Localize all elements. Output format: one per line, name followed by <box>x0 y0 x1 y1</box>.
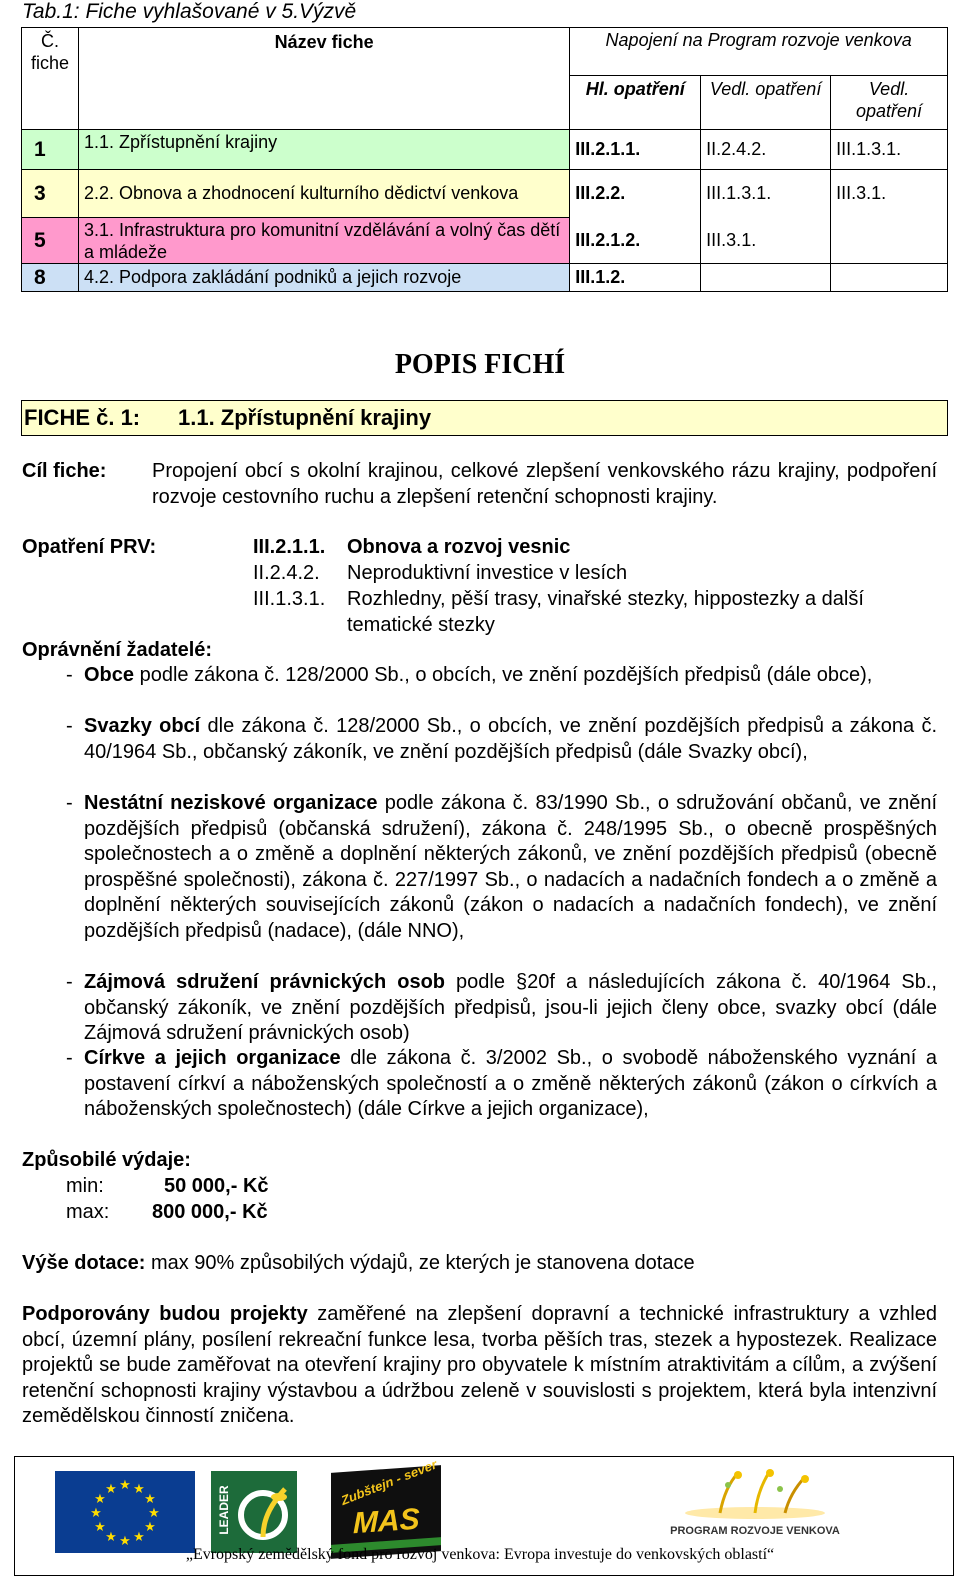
svg-text:★: ★ <box>105 1482 117 1497</box>
svg-text:★: ★ <box>119 1534 131 1549</box>
svg-text:★: ★ <box>119 1478 131 1493</box>
applicant-name: Zájmová sdružení právnických osob <box>84 971 446 993</box>
fiche-title: 1.1. Zpřístupnění krajiny <box>178 405 432 430</box>
row-num: 1 <box>22 130 79 170</box>
row-side-measure-2 <box>831 264 948 292</box>
section-title: POPIS FICHÍ <box>394 349 566 380</box>
applicant-name: Obce <box>84 664 135 686</box>
mas-arc-text: Zubštejn - sever <box>339 1456 439 1508</box>
header-fiche-number: Č. fiche <box>22 28 79 130</box>
costs-label: Způsobilé výdaje: <box>22 1149 191 1171</box>
bullet: - <box>66 715 73 737</box>
row-num: 5 <box>22 218 79 264</box>
applicant-name: Církve a jejich organizace <box>84 1047 341 1069</box>
measure-code: II.2.4.2. <box>253 562 320 584</box>
table-row <box>22 130 948 170</box>
max-value: 800 000,- Kč <box>152 1201 268 1223</box>
measure-text: Obnova a rozvoj vesnic <box>347 536 571 558</box>
prv-logo <box>655 1465 855 1555</box>
header-side-measure-2: Vedl. opatření <box>831 76 948 130</box>
bullet: - <box>66 792 73 814</box>
svg-text:★: ★ <box>148 1506 160 1521</box>
subsidy-text: max 90% způsobilých výdajů, ze kterých je stanovena dotace <box>145 1252 695 1274</box>
measures-label: Opatření PRV: <box>22 536 157 558</box>
row-main-measure: III.2.1.2. <box>570 218 701 264</box>
measure-code: III.2.1.1. <box>253 536 326 558</box>
applicant-text: podle zákona č. 128/2000 Sb., o obcích, ve znění pozdějších předpisů (dále obce), <box>134 664 873 686</box>
bullet: - <box>66 971 73 993</box>
subsidy-line <box>22 1251 695 1277</box>
table-row <box>22 264 948 292</box>
svg-text:★: ★ <box>144 1492 156 1507</box>
min-value: 50 000,- Kč <box>164 1175 269 1197</box>
row-name: 1.1. Zpřístupnění krajiny <box>78 130 569 170</box>
row-main-measure: III.2.1.1. <box>570 130 701 170</box>
header-main-measure: Hl. opatření <box>570 76 701 130</box>
applicant-item <box>84 970 937 1047</box>
applicant-name: Nestátní neziskové organizace <box>84 792 378 814</box>
row-side-measure-1: III.1.3.1. <box>701 170 831 218</box>
row-side-measure-1: II.2.4.2. <box>701 130 831 170</box>
fiche-table <box>21 27 948 292</box>
goal-label: Cíl fiche: <box>22 460 107 482</box>
min-label: min: <box>66 1175 104 1197</box>
row-side-measure-2: III.3.1. <box>831 170 948 218</box>
row-main-measure: III.2.2. <box>570 170 701 218</box>
table-caption: Tab.1: Fiche vyhlašované v 5.Výzvě <box>22 0 357 23</box>
svg-text:★: ★ <box>94 1492 106 1507</box>
applicants-label: Oprávnění žadatelé: <box>22 639 213 661</box>
prv-text: PROGRAM ROZVOJE VENKOVA <box>670 1525 840 1537</box>
svg-text:★: ★ <box>133 1482 145 1497</box>
row-side-measure-2: III.1.3.1. <box>831 130 948 170</box>
applicant-text: podle §20f a následujících zákona č. 40/1964 Sb., občanský zákoník, ve znění pozdějších předpisů, jsou-li jejich členy obce, svazky obcí (dále Zájmová sdružení právnických osob) <box>84 971 937 1045</box>
svg-text:★: ★ <box>133 1530 145 1545</box>
fiche-header <box>21 400 948 436</box>
leaf-icon <box>233 1477 293 1547</box>
row-name: 4.2. Podpora zakládání podniků a jejich rozvoje <box>78 264 569 292</box>
header-program: Napojení na Program rozvoje venkova <box>570 28 948 76</box>
svg-text:★: ★ <box>90 1506 102 1521</box>
row-name: 2.2. Obnova a zhodnocení kulturního dědictví venkova <box>78 170 569 218</box>
applicant-text: dle zákona č. 128/2000 Sb., o obcích, ve znění pozdějších předpisů a zákona č. 40/1964 Sb., občanský zákoník, ve znění pozdějších předpisů (dále Svazky obcí), <box>84 715 937 763</box>
measure-text: Rozhledny, pěší trasy, vinařské stezky, hippostezky a další tematické stezky <box>347 588 864 636</box>
row-main-measure: III.1.2. <box>570 264 701 292</box>
svg-text:★: ★ <box>105 1530 117 1545</box>
header-side-measure-1: Vedl. opatření <box>701 76 831 130</box>
applicant-item <box>84 663 937 689</box>
row-side-measure-1: III.3.1. <box>701 218 831 264</box>
fiche-label: FICHE č. 1: <box>24 405 141 430</box>
svg-text:★: ★ <box>94 1520 106 1535</box>
row-side-measure-1 <box>701 264 831 292</box>
row-num: 8 <box>22 264 79 292</box>
supported-text: zaměřené na zlepšení dopravní a technické infrastruktury a vzhled obcí, územní plány, posílení rekreační funkce lesa, tvorba pěších tras, stezek a hypostezek. Realizace projektů se bude zaměřovat na otevření krajiny pro obyvatele k místním atraktivitám a cílům, a zvýšení retenční schopnosti krajiny výstavbou a údržbou zeleně v souvislosti s projektem, která byla intenzivní zemědělskou činností zničena. <box>22 1303 938 1428</box>
footer-text: „Evropský zemědělský fond pro rozvoj venkova: Evropa investuje do venkovských oblastí“ <box>185 1546 775 1563</box>
leader-text: LEADER <box>217 1485 231 1535</box>
applicant-name: Svazky obcí <box>84 715 201 737</box>
applicant-item <box>84 1046 937 1123</box>
row-side-measure-2 <box>831 218 948 264</box>
max-label: max: <box>66 1201 110 1223</box>
applicant-item <box>84 714 937 765</box>
bullet: - <box>66 1047 73 1069</box>
measure-code: III.1.3.1. <box>253 588 326 610</box>
bullet: - <box>66 664 73 686</box>
supported-label: Podporovány budou projekty <box>22 1303 308 1325</box>
measure-text: Neproduktivní investice v lesích <box>347 562 628 584</box>
applicant-text: podle zákona č. 83/1990 Sb., o sdružování občanů, ve znění pozdějších předpisů (občanská sdružení), zákona č. 248/1995 Sb., o obecně prospěšných společnostech a o změně a doplnění některých zákonů, ve znění pozdějších předpisů (obecně prospěšné společnosti), zákona č. 227/1997 Sb., o nadacích a nadačních fondech a o změně a doplnění některých souvisejících zákonů (zákon o nadacích a nadačních fondech), ve znění pozdějších předpisů (nadace), (dále NNO), <box>84 792 937 942</box>
subsidy-label: Výše dotace: <box>22 1252 146 1274</box>
eu-flag-icon <box>55 1471 195 1553</box>
applicant-text: dle zákona č. 3/2002 Sb., o svobodě náboženského vyznání a postavení církví a náboženských společností a o změně některých zákonů (zákon o církvích a náboženských společnostech) (dále Církve a jejich organizace), <box>84 1047 938 1121</box>
row-num: 3 <box>22 170 79 218</box>
supported-projects <box>22 1302 937 1430</box>
row-name: 3.1. Infrastruktura pro komunitní vzdělávání a volný čas dětí a mládeže <box>78 218 569 264</box>
mas-logo <box>331 1456 441 1559</box>
leader-logo <box>211 1471 297 1553</box>
applicant-item <box>84 791 937 945</box>
header-fiche-name: Název fiche <box>78 28 569 130</box>
table-row <box>22 170 948 218</box>
goal-text: Propojení obcí s okolní krajinou, celkové zlepšení venkovského rázu krajiny, podpoření rozvoje cestovního ruchu a zlepšení retenční schopnosti krajiny. <box>152 460 937 508</box>
table-row <box>22 218 948 264</box>
mas-text: MAS <box>353 1502 420 1541</box>
wheat-icon <box>680 1467 830 1519</box>
svg-text:★: ★ <box>144 1520 156 1535</box>
